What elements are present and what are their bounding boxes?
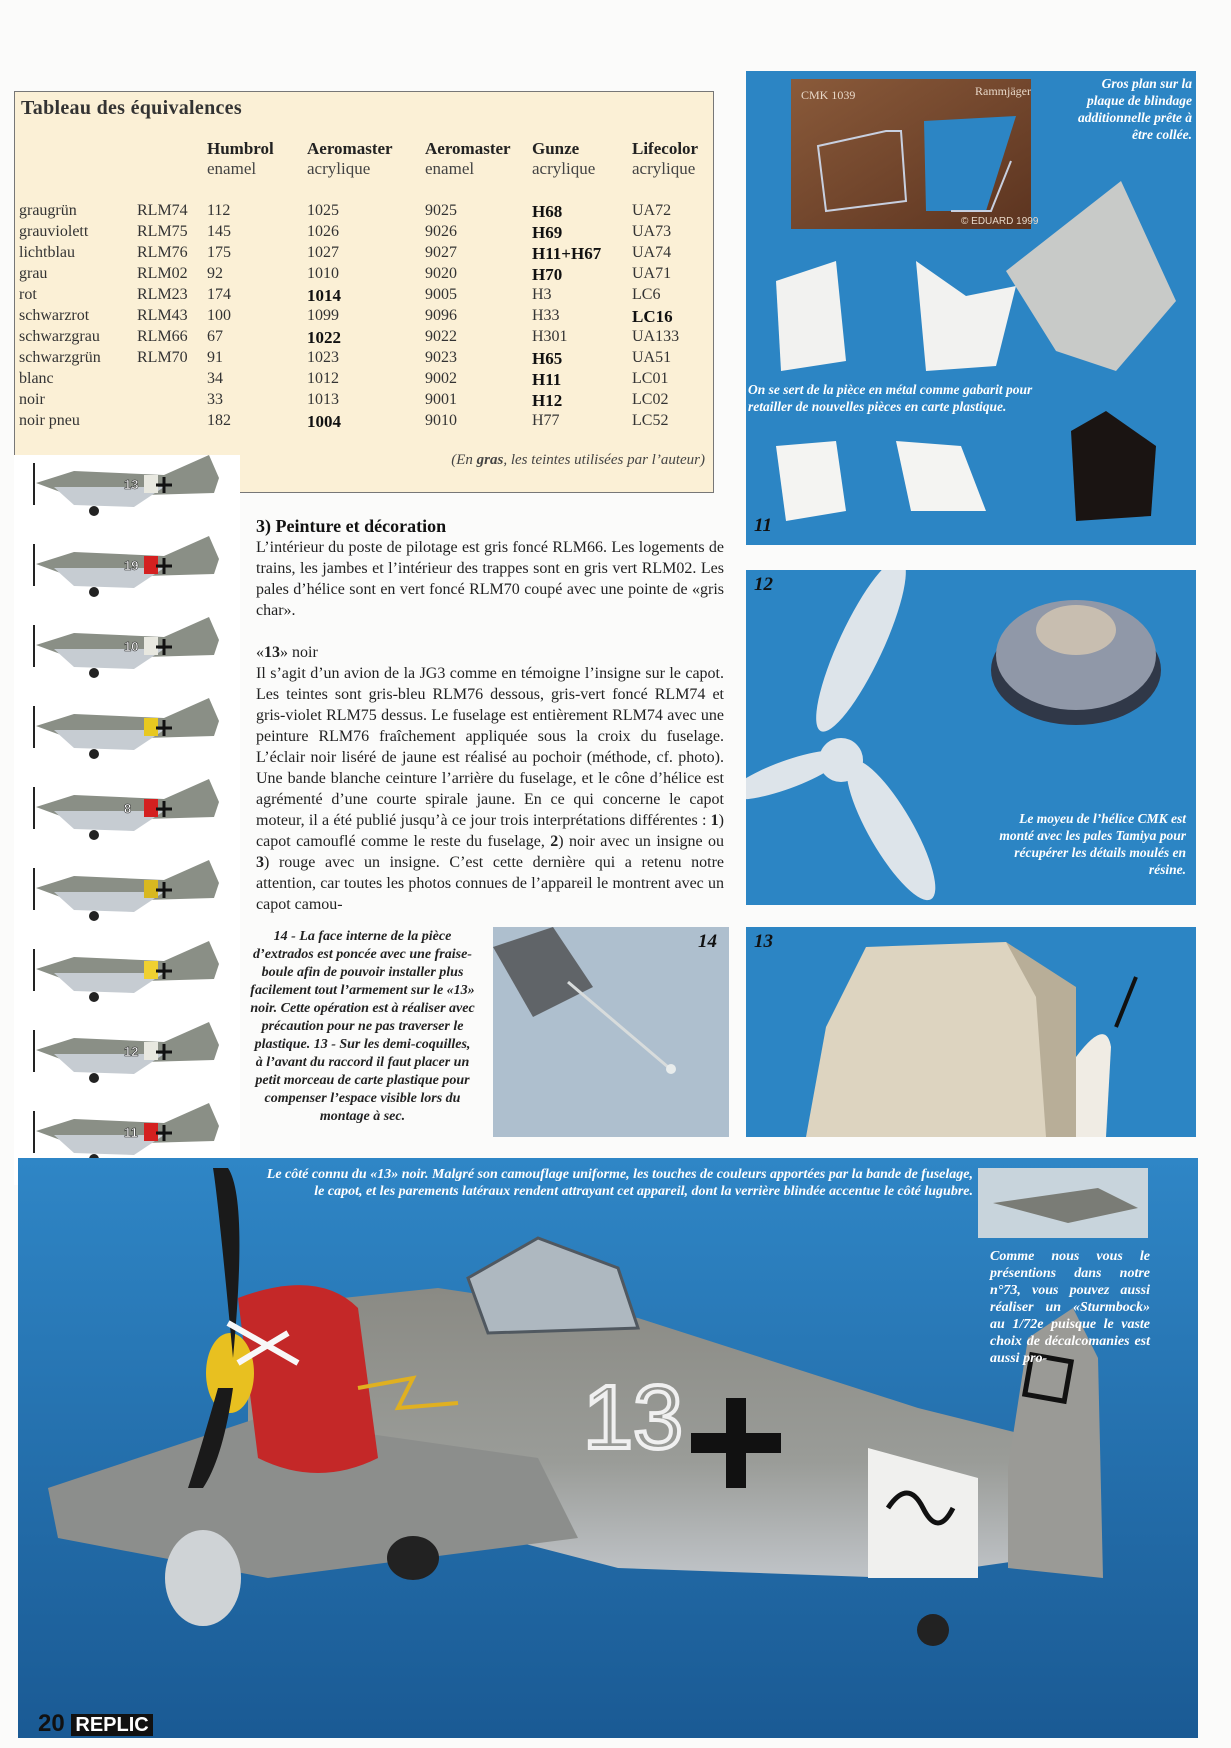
table-cell-humbrol: 100: [207, 307, 231, 324]
photo12-number: 12: [754, 574, 773, 595]
table-cell-name: noir: [19, 391, 45, 408]
arrow-icon: [1116, 977, 1136, 1027]
col-lifecolor: Lifecolor acrylique: [632, 139, 699, 178]
aircraft-code: 10: [124, 639, 139, 654]
table-cell-humbrol: 112: [207, 202, 231, 219]
photo11-caption-top: Gros plan sur la plaque de blindage additionnelle prête à être collée.: [1078, 76, 1192, 142]
photo-12: [746, 570, 1196, 905]
photo14-caption: 14 - La face interne de la pièce d’extrados est poncée avec une fraise-boule afin de pouvoir installer plus facilement tout l’armement sur le «13» noir. Cette opération est à réaliser avec précaution pour ne pas traverser le plastique. 13 - Sur les demi-coquilles, à l’avant du raccord il faut placer un petit morceau de carte plastique pour compenser l’espace visible lors du montage à sec.: [250, 929, 475, 1124]
table-cell-aero-acr: 1014: [307, 286, 341, 305]
aircraft-profile: [34, 860, 219, 921]
table-cell-aero-acr: 1010: [307, 265, 339, 282]
table-cell-aero-acr: 1026: [307, 223, 339, 240]
table-cell-humbrol: 175: [207, 244, 231, 261]
table-row: [15, 286, 715, 307]
aircraft-profile: [34, 779, 219, 840]
table-cell-humbrol: 145: [207, 223, 231, 240]
table-cell-rlm: RLM43: [137, 307, 188, 324]
plastic-part-2: [916, 261, 1016, 371]
propeller: [746, 570, 950, 905]
table-cell-life: LC6: [632, 286, 661, 303]
aircraft-code: 13: [124, 477, 139, 492]
red-cowling: [238, 1285, 378, 1473]
plastic-card-insert: [1076, 1034, 1111, 1137]
page-footer: [38, 1710, 153, 1738]
table-cell-aero-en: 9020: [425, 265, 457, 282]
photo-13: [746, 927, 1196, 1137]
table-cell-rlm: RLM74: [137, 202, 188, 219]
plastic-part-4: [896, 441, 986, 511]
col-aero-en: Aeromaster enamel: [425, 139, 511, 178]
table-row: [15, 370, 715, 391]
table-cell-aero-en: 9022: [425, 328, 457, 345]
col-humbrol: Humbrol enamel: [207, 139, 274, 178]
main-photo-caption: Le côté connu du «13» noir. Malgré son camouflage uniforme, les touches de couleurs apportées par la bande de fuselage, le capot, et les parements latéraux rendent attrayant cet appareil, dont la verrière blindée accentue le côté lugubre.: [266, 1167, 973, 1199]
equivalence-table: [14, 91, 714, 493]
col-gunze: Gunze acrylique: [532, 139, 596, 178]
table-row: [15, 412, 715, 433]
table-cell-humbrol: 182: [207, 412, 231, 429]
table-cell-life: UA73: [632, 223, 672, 240]
table-cell-aero-en: 9096: [425, 307, 457, 324]
article-section: [256, 516, 724, 915]
profiles-column: [14, 455, 240, 1185]
table-row: [15, 265, 715, 286]
page-number: 20: [38, 1710, 65, 1737]
paragraph-1: L’intérieur du poste de pilotage est gris foncé RLM66. Les logements de trains, les jambes et l’intérieur des trappes sont en gris vert RLM02. Les pales d’hélice sont en vert foncé RLM70 coupé avec une pointe de «gris char».: [256, 539, 724, 619]
table-cell-humbrol: 92: [207, 265, 223, 282]
table-cell-humbrol: 67: [207, 328, 223, 345]
table-row: [15, 223, 715, 244]
table-cell-life: UA71: [632, 265, 672, 282]
table-cell-aero-acr: 1023: [307, 349, 339, 366]
photo-11: [746, 71, 1196, 545]
section-heading: 3) Peinture et décoration: [256, 516, 447, 536]
table-cell-life: UA72: [632, 202, 672, 219]
plastic-part-1: [776, 261, 846, 371]
brand-logo: REPLIC: [71, 1714, 152, 1736]
col-aero-acr: Aeromaster acrylique: [307, 139, 393, 178]
table-cell-gunze: H70: [532, 265, 563, 284]
table-cell-aero-acr: 1099: [307, 307, 339, 324]
table-cell-gunze: H68: [532, 202, 563, 221]
main-photo: [18, 1158, 1198, 1738]
table-cell-humbrol: 91: [207, 349, 223, 366]
side-caption: Comme nous vous le présentions dans notre n°73, vous pouvez aussi réaliser un «Sturmbock» au 1/72e puisque le vaste choix de décalcomanies est aussi pro-: [990, 1249, 1150, 1366]
table-row: [15, 307, 715, 328]
table-cell-rlm: RLM70: [137, 349, 188, 366]
table-cell-aero-en: 9027: [425, 244, 457, 261]
engine-hub: [991, 600, 1161, 725]
table-cell-rlm: RLM23: [137, 286, 188, 303]
table-cell-aero-acr: 1022: [307, 328, 341, 347]
table-cell-gunze: H11+H67: [532, 244, 602, 263]
table-cell-gunze: H77: [532, 412, 560, 429]
table-cell-life: UA74: [632, 244, 672, 261]
plate-label-left: CMK 1039: [801, 88, 856, 102]
plate-label-right: Rammjäger: [975, 84, 1031, 98]
aircraft-profile: [34, 1103, 219, 1164]
aircraft-code: 8: [124, 801, 132, 816]
table-cell-aero-en: 9005: [425, 286, 457, 303]
table-cell-aero-en: 9002: [425, 370, 457, 387]
table-cell-name: lichtblau: [19, 244, 75, 261]
table-cell-aero-acr: 1012: [307, 370, 339, 387]
table-cell-rlm: RLM02: [137, 265, 188, 282]
table-cell-rlm: RLM66: [137, 328, 188, 345]
photo11-caption-mid: On se sert de la pièce en métal comme gabarit pour retailler de nouvelles pièces en carte plastique.: [748, 382, 1033, 414]
table-cell-gunze: H3: [532, 286, 552, 303]
table-cell-name: blanc: [19, 370, 54, 387]
aircraft-profile: [34, 698, 219, 759]
photo14-number: 14: [698, 931, 717, 952]
dark-part: [1071, 411, 1156, 521]
table-cell-aero-en: 9026: [425, 223, 457, 240]
aircraft-code: 11: [124, 1125, 138, 1140]
plate-label-bottom: © EDUARD 1999: [961, 216, 1039, 227]
aircraft-profile: [34, 536, 219, 597]
subheading: «13» noir: [256, 644, 318, 661]
table-cell-aero-acr: 1027: [307, 244, 339, 261]
photo-14: [493, 927, 729, 1137]
photo13-number: 13: [754, 931, 773, 952]
profiles-svg: [14, 455, 240, 1185]
table-cell-aero-acr: 1013: [307, 391, 339, 408]
table-cell-life: UA51: [632, 349, 672, 366]
table-cell-aero-en: 9001: [425, 391, 457, 408]
aircraft-profile: [34, 941, 219, 1002]
table-cell-aero-en: 9023: [425, 349, 457, 366]
main-photo-svg: [18, 1158, 1198, 1738]
aircraft-profile: [34, 617, 219, 678]
table-cell-gunze: H12: [532, 391, 563, 410]
table-cell-name: grau: [19, 265, 48, 282]
table-title: Tableau des équivalences: [21, 97, 242, 119]
table-cell-name: rot: [19, 286, 37, 303]
table-cell-gunze: H33: [532, 307, 560, 324]
aircraft-profile: [34, 1022, 219, 1083]
table-cell-name: schwarzgrau: [19, 328, 100, 345]
table-cell-name: grauviolett: [19, 223, 89, 240]
table-cell-aero-acr: 1004: [307, 412, 341, 431]
table-cell-name: schwarzrot: [19, 307, 90, 324]
photo-13-svg: [746, 927, 1196, 1137]
aircraft-number: 13: [583, 1368, 684, 1468]
table-cell-life: LC01: [632, 370, 669, 387]
aircraft-profile: [34, 455, 219, 516]
table-cell-aero-en: 9010: [425, 412, 457, 429]
table-cell-gunze: H11: [532, 370, 562, 389]
table-cell-gunze: H69: [532, 223, 563, 242]
aircraft-code: 12: [124, 1044, 139, 1059]
table-cell-humbrol: 33: [207, 391, 223, 408]
aircraft-code: 19: [124, 558, 139, 573]
table-cell-humbrol: 34: [207, 370, 223, 387]
table-row: [15, 244, 715, 265]
table-row: [15, 202, 715, 223]
photo12-caption: Le moyeu de l’hélice CMK est monté avec les pales Tamiya pour récupérer les détails moulés en résine.: [999, 811, 1186, 877]
table-note: (En gras, les teintes utilisées par l’auteur): [451, 452, 705, 468]
table-cell-name: graugrün: [19, 202, 77, 219]
table-row: [15, 391, 715, 412]
table-cell-aero-en: 9025: [425, 202, 457, 219]
armor-plate: [1006, 181, 1176, 371]
ball-tip: [666, 1064, 676, 1074]
table-row: [15, 349, 715, 370]
table-row: [15, 328, 715, 349]
plastic-part-3: [776, 441, 846, 521]
table-cell-life: UA133: [632, 328, 680, 345]
table-cell-rlm: RLM76: [137, 244, 188, 261]
table-cell-name: noir pneu: [19, 412, 80, 429]
table-cell-name: schwarzgrün: [19, 349, 101, 366]
photo-14-svg: [493, 927, 729, 1137]
table-cell-life: LC02: [632, 391, 669, 408]
table-cell-humbrol: 174: [207, 286, 231, 303]
table-cell-rlm: RLM75: [137, 223, 188, 240]
table-cell-aero-acr: 1025: [307, 202, 339, 219]
table-cell-gunze: H65: [532, 349, 563, 368]
paragraph-2: Il s’agit d’un avion de la JG3 comme en témoigne l’insigne sur le capot. Les teintes sont gris-bleu RLM76 dessous, gris-vert foncé RLM74 et gris-violet RLM75 dessus. Le fuselage est entièrement RLM74 avec une peinture RLM76 fraîchement appliquée sous la croix du fuselage. L’éclair noir liséré de jaune est réalisé au pochoir (méthode, cf. photo). Une bande blanche ceinture l’arrière du fuselage, et le cône d’hélice est agrémenté d’une courte spirale jaune. En ce qui concerne le capot moteur, il a été publié jusqu’à ce jour trois interprétations différentes : 1) capot camouflé comme le reste du fuselage, 2) noir avec un insigne ou 3) rouge avec un insigne. C’est cette dernière qui a retenu notre attention, car toutes les photos connues de l’appareil le montrent avec un capot camou-: [256, 665, 724, 913]
photo11-number: 11: [754, 515, 772, 536]
table-cell-gunze: H301: [532, 328, 568, 345]
table-cell-life: LC16: [632, 307, 673, 326]
table-cell-life: LC52: [632, 412, 669, 429]
